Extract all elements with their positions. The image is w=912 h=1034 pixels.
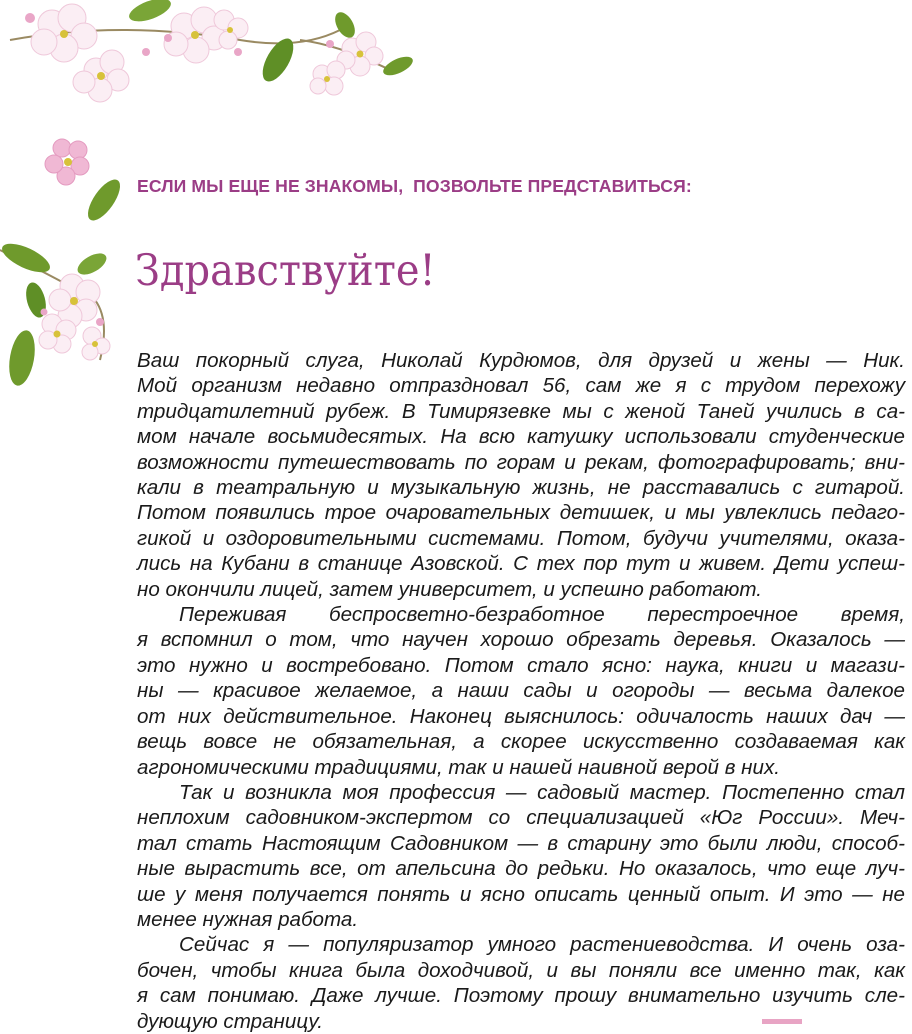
text-line: вещь вовсе не обязательная, а скорее искусственно создаваемая как xyxy=(137,730,905,754)
text-line: Переживая беспросветно-безработное перестроечное время, xyxy=(179,603,905,627)
paragraph xyxy=(137,780,905,932)
text-line: Сейчас я — популяризатор умного растениеводства. И очень оза- xyxy=(179,933,905,957)
text-line: я сам понимаю. Даже лучше. Поэтому прошу внимательно изучить сле- xyxy=(137,984,905,1008)
text-line: тридцатилетний рубеж. В Тимирязевке мы с женой Таней учились в са- xyxy=(137,399,905,423)
text-line: но окончили лицей, затем университет, и успешно работают. xyxy=(137,577,762,601)
text-line: лись на Кубани в станице Азовской. С тех пор тут и живем. Дети успеш- xyxy=(137,552,905,576)
text-line: возможности путешествовать по горам и рекам, фотографировать; вни- xyxy=(137,450,905,474)
small-pink-flower-icon xyxy=(45,139,126,225)
text-line: неплохим садовником-экспертом со специализацией «Юг России». Меч- xyxy=(137,806,905,830)
text-line: ные вырастить все, от апельсина до редьки. Но оказалось, что еще луч- xyxy=(137,857,905,881)
page-title: Здравствуйте! xyxy=(135,246,436,296)
text-line: Потом появились трое очаровательных детишек, и мы увлеклись педаго- xyxy=(137,501,905,525)
top-blossom-branch-icon xyxy=(10,0,415,102)
text-line: гикой и оздоровительными системами. Потом, будучи учителями, оказа- xyxy=(137,526,905,550)
text-line: Так и возникла моя профессия — садовый мастер. Постепенно стал xyxy=(179,780,905,804)
page-corner-mark xyxy=(762,1019,802,1024)
text-line: Мой организм недавно отпраздновал 56, сам же я с трудом перехожу xyxy=(137,374,905,398)
text-line: я вспомнил о том, что научен хорошо обрезать деревья. Оказалось — xyxy=(137,628,905,652)
text-line: кали в театральную и музыкальную жизнь, не расставались с гитарой. xyxy=(137,476,905,500)
paragraph xyxy=(137,348,905,602)
text-line: мом начале восьмидесятых. На всю катушку использовали студенческие xyxy=(137,425,905,449)
text-line: бочен, чтобы книга была доходчивой, и вы поняли все именно так, как xyxy=(137,958,905,982)
text-line: дующую страницу. xyxy=(137,1009,323,1033)
text-line: агрономическими традициями, так и нашей наивной верой в них. xyxy=(137,755,780,779)
text-line: Ваш покорный слуга, Николай Курдюмов, для друзей и жены — Ник. xyxy=(137,349,905,372)
text-line: менее нужная работа. xyxy=(137,907,359,931)
intro-subtitle: ЕСЛИ МЫ ЕЩЕ НЕ ЗНАКОМЫ, ПОЗВОЛЬТЕ ПРЕДСТАВИТЬСЯ: xyxy=(137,176,692,196)
side-blossom-branch-icon xyxy=(0,238,110,388)
text-line: ше у меня получается понять и ясно описать ценный опыт. И это — не xyxy=(137,882,905,906)
text-line: от них действительное. Наконец выяснилось: одичалость наших дач — xyxy=(137,704,905,728)
text-line: ны — красивое желаемое, а наши сады и огороды — весьма далекое xyxy=(137,679,905,703)
text-line: тал стать Настоящим Садовником — в старину это были люди, способ- xyxy=(137,831,905,855)
article-body xyxy=(137,348,905,1034)
text-line: это нужно и востребовано. Потом стало ясно: наука, книги и магази- xyxy=(137,653,905,677)
paragraph xyxy=(137,602,905,780)
